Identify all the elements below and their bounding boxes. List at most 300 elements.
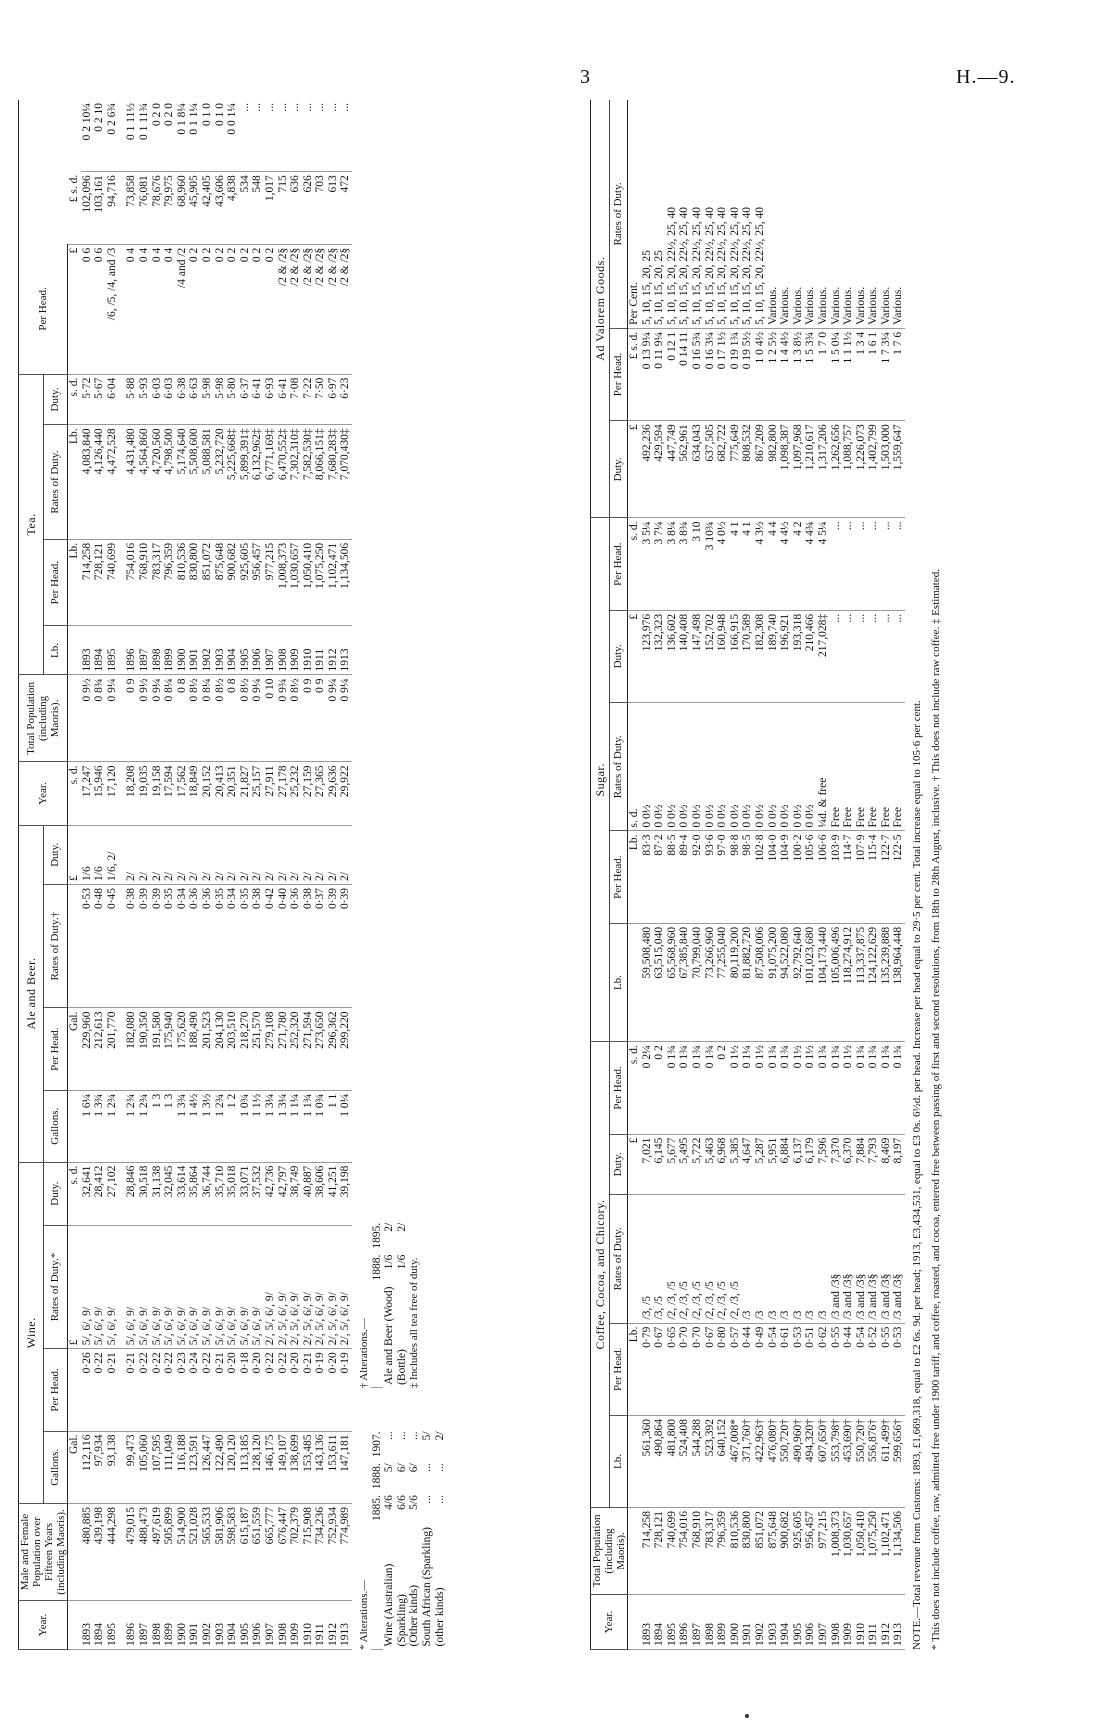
wine-alterations — [358, 1428, 446, 1650]
table-cell: 472 — [339, 172, 352, 244]
table-cell: 0·20 — [251, 1349, 264, 1431]
alterations-cell: ... — [420, 1463, 433, 1472]
table-cell: 182,080 — [118, 1008, 138, 1090]
group-coffee: Coffee, Cocoa, and Chicory. — [591, 1042, 610, 1508]
table-cell: 0·61 — [779, 1323, 792, 1415]
table-cell: 3 8¼ — [666, 518, 679, 610]
page-number: 3 — [580, 66, 591, 88]
table-cell: 5/, 6/, 9/ — [138, 1225, 151, 1349]
alterations-cell: 5/6 — [408, 1495, 421, 1510]
table-cell: 68,960 — [176, 172, 189, 244]
table-cell: 0 1½ — [729, 1042, 742, 1134]
table-cell: 0 2 — [716, 1042, 729, 1134]
table-row — [118, 100, 138, 1650]
table-cell: Various. — [842, 100, 855, 328]
table-cell: 0·70 — [691, 1323, 704, 1415]
bottom-unit-cell — [628, 1594, 641, 1649]
table-cell: 201,770 — [106, 1008, 119, 1090]
wine-alterations-lines — [371, 1428, 447, 1650]
table-cell: 27,178 — [277, 762, 290, 825]
bottom-unit-cell: Lb. — [628, 1323, 641, 1415]
table-cell: 153,611 — [327, 1431, 340, 1503]
table-cell: 138,964,448 — [892, 923, 905, 1041]
table-cell: 1 1¾ — [302, 1090, 315, 1162]
table-cell: 17,120 — [106, 762, 119, 825]
table-cell: 5, 10, 15, 20, 25 — [641, 100, 654, 328]
table-cell: 3 10 — [691, 518, 704, 610]
table-cell: 1 2¾ — [118, 1090, 138, 1162]
table-cell: 73,858 — [118, 172, 138, 244]
table-cell: 43,606 — [214, 172, 227, 244]
table-cell: 2/ — [214, 825, 227, 884]
table-cell: 5, 10, 15, 20, 22½, 25, 40 — [704, 100, 717, 328]
table-cell: 810,536 — [729, 1507, 742, 1594]
table-cell: 0 2 — [264, 244, 277, 374]
col-tea-duty: Duty. — [43, 374, 68, 425]
table-cell: 521,028 — [188, 1504, 201, 1601]
table-cell: 1/6, 2/ — [106, 825, 119, 884]
top-unit-cell: Lb. — [68, 425, 81, 540]
table-cell: 88·5 — [666, 831, 679, 923]
table-cell: 20,351 — [226, 762, 239, 825]
table-row — [892, 100, 905, 1650]
table-cell: 115·4 — [867, 831, 880, 923]
table-row — [314, 100, 327, 1650]
table-cell: 0 1¾ — [830, 1042, 843, 1134]
table-row — [264, 100, 277, 1650]
table-row — [289, 100, 302, 1650]
table-cell: 1,050,410 — [855, 1507, 868, 1594]
table-cell: 6·04 — [106, 374, 119, 425]
table-cell: ... — [855, 518, 868, 610]
table-cell: 1897 — [138, 626, 151, 675]
table-cell: /2 & /2§ — [314, 244, 327, 374]
alterations-cell: 2/ — [395, 1222, 408, 1232]
table-cell: 67,385,840 — [678, 923, 691, 1041]
table-cell: 29,922 — [339, 762, 352, 825]
table-cell: ... — [880, 518, 893, 610]
alterations-year: 1888. — [370, 1254, 383, 1281]
table-cell: 544,288 — [691, 1416, 704, 1508]
top-units-row — [68, 100, 81, 1650]
table-cell: 4,720,560 — [151, 425, 164, 540]
table-cell: 4,838 — [226, 172, 239, 244]
table-row — [176, 100, 189, 1650]
table-cell: 0 8½ — [188, 675, 201, 762]
table-cell: 6,137 — [792, 1134, 805, 1194]
alterations-cell: ... — [433, 1495, 446, 1504]
table-cell: 0 1½ — [842, 1042, 855, 1134]
alterations-cell: Wine (Australian) — [383, 1563, 396, 1647]
col-tea-per-head-money: Per Head. — [19, 244, 68, 374]
table-cell: 105,060 — [138, 1431, 151, 1503]
col-wine-duty: Duty. — [43, 1162, 68, 1225]
table-cell: 1897 — [138, 1601, 151, 1650]
table-cell: 0·22 — [277, 1349, 290, 1431]
table-cell: 0 0½ — [729, 702, 742, 831]
table-cell: 27,159 — [302, 762, 315, 825]
bottom-notes — [911, 100, 943, 1650]
table-cell: 8,197 — [892, 1134, 905, 1194]
col-sugar-duty: Duty. — [609, 610, 628, 702]
table-cell: 5/, 6/, 9/ — [226, 1225, 239, 1349]
table-cell: 1 7 3¼ — [880, 328, 893, 420]
table-cell: 0 16 3¼ — [704, 328, 717, 420]
table-cell: 7,680,283‡ — [327, 425, 340, 540]
table-cell: 5, 10, 15, 20, 22½, 25, 40 — [741, 100, 754, 328]
table-cell: 135,239,888 — [880, 923, 893, 1041]
table-cell: 0 2 — [214, 244, 227, 374]
table-cell: 1 1¼ — [289, 1090, 302, 1162]
table-cell: 0·67 — [653, 1323, 666, 1415]
table-cell: 1895 — [106, 1601, 119, 1650]
table-row — [842, 100, 855, 1650]
col-population-over-fifteen: Male and Female Population over Fifteen Years (including Maoris). — [19, 1504, 68, 1601]
table-cell: 29,636 — [327, 762, 340, 825]
table-cell: 6·63 — [188, 374, 201, 425]
table-cell: 429,594 — [653, 421, 666, 518]
table-cell: 7,884 — [855, 1134, 868, 1194]
table-cell: 1906 — [251, 1601, 264, 1650]
table-cell: 4,472,528 — [106, 425, 119, 540]
table-cell: ... — [339, 100, 352, 172]
table-cell: 4,431,480 — [118, 425, 138, 540]
table-cell: /4 and /2 — [176, 244, 189, 374]
table-cell: 1,226,073 — [855, 421, 868, 518]
table-cell: 2/ — [314, 825, 327, 884]
table-cell: 0·48 — [93, 884, 106, 1008]
table-cell: 5/, 6/, 9/ — [118, 1225, 138, 1349]
table-cell: ... — [842, 610, 855, 702]
table-cell: 0 0½ — [779, 702, 792, 831]
table-cell: 103·9 — [830, 831, 843, 923]
table-cell: 104·0 — [767, 831, 780, 923]
group-ad-valorem: Ad Valorem Goods. — [591, 100, 610, 518]
table-cell: 1905 — [239, 1601, 252, 1650]
table-cell: /3 and /3§ — [855, 1194, 868, 1323]
table-cell: 1893 — [81, 1601, 94, 1650]
table-cell: 1 5 0¼ — [830, 328, 843, 420]
table-cell: /3, /5 — [641, 1194, 654, 1323]
table-cell: 0 2 10¼ — [81, 100, 94, 172]
table-cell: ... — [867, 610, 880, 702]
table-cell: 0·18 — [239, 1349, 252, 1431]
table-cell: 550,720† — [855, 1416, 868, 1508]
table-row — [226, 100, 239, 1650]
table-cell: 1901 — [188, 626, 201, 675]
table-cell: 0 1¾ — [678, 1042, 691, 1134]
table-cell: 1895 — [106, 626, 119, 675]
document-code: H.—9. — [956, 66, 1016, 88]
table-cell: 0 8¼ — [201, 675, 214, 762]
table-cell: 0·65 — [666, 1323, 679, 1415]
table-cell: 637,505 — [704, 421, 717, 518]
table-cell: 875,648 — [767, 1507, 780, 1594]
table-cell: 523,392 — [704, 1416, 717, 1508]
table-cell: 143,136 — [314, 1431, 327, 1503]
table-row — [302, 100, 315, 1650]
table-row — [653, 100, 666, 1650]
table-cell: 0 9½ — [81, 675, 94, 762]
table-cell: 5/, 6/, 9/ — [239, 1225, 252, 1349]
table-cell: /2 & /2§ — [289, 244, 302, 374]
table-cell: 1,262,656 — [830, 421, 843, 518]
table-cell: 5, 10, 15, 20, 22½, 25, 40 — [716, 100, 729, 328]
table-cell: ... — [842, 518, 855, 610]
col-sugar-lb: Lb. — [609, 923, 628, 1041]
table-cell: /2 & /2§ — [327, 244, 340, 374]
table-cell: 1,134,506 — [339, 539, 352, 626]
top-unit-cell: £ — [68, 1225, 81, 1349]
table-row — [704, 100, 717, 1650]
table-cell: 0·80 — [716, 1323, 729, 1415]
table-cell: 1,503,000 — [880, 421, 893, 518]
table-cell: 768,910 — [138, 539, 151, 626]
table-cell: 0 0½ — [641, 702, 654, 831]
table-cell: 7·22 — [302, 374, 315, 425]
table-cell: 0·39 — [339, 884, 352, 1008]
top-unit-cell: Lb. — [68, 539, 81, 626]
table-cell: 796,359 — [163, 539, 176, 626]
table-cell: 925,605 — [239, 539, 252, 626]
table-cell: 0·19 — [314, 1349, 327, 1431]
table-cell: 138,699 — [289, 1431, 302, 1503]
table-cell: 0·34 — [226, 884, 239, 1008]
table-cell: 113,185 — [239, 1431, 252, 1503]
table-cell: 98·5 — [741, 831, 754, 923]
table-cell: 562,961 — [678, 421, 691, 518]
table-cell: 73,266,960 — [704, 923, 717, 1041]
table-cell: 229,960 — [81, 1008, 94, 1090]
table-cell: 2/ — [138, 825, 151, 884]
table-cell: 87,508,006 — [754, 923, 767, 1041]
table-cell: 1908 — [277, 626, 290, 675]
table-row — [867, 100, 880, 1650]
col-coffee-rates: Rates of Duty. — [609, 1194, 628, 1323]
table-cell: ... — [277, 100, 290, 172]
table-cell: 682,722 — [716, 421, 729, 518]
table-cell: 550,720† — [779, 1416, 792, 1508]
table-cell: 279,108 — [264, 1008, 277, 1090]
col-adval-per-head: Per Head. — [609, 328, 628, 420]
table-cell: 136,602 — [666, 610, 679, 702]
table-cell: 94,716 — [106, 172, 119, 244]
table-cell: 0·44 — [741, 1323, 754, 1415]
table-cell: 1912 — [327, 626, 340, 675]
table-cell: 556,876† — [867, 1416, 880, 1508]
table-cell: 0 1¾ — [855, 1042, 868, 1134]
bottom-unit-cell: s. d. — [628, 1042, 641, 1134]
table-cell: 120,120 — [226, 1431, 239, 1503]
table-cell: 615,187 — [239, 1504, 252, 1601]
table-cell: 0·22 — [93, 1349, 106, 1431]
table-cell: 5·93 — [138, 374, 151, 425]
table-cell: 65,568,960 — [666, 923, 679, 1041]
table-cell: 5/, 6/, 9/ — [214, 1225, 227, 1349]
table-cell: 122·5 — [892, 831, 905, 923]
table-cell: 0 2 0 — [163, 100, 176, 172]
table-cell: 41,251 — [327, 1162, 340, 1225]
col-coffee-per-head: Per Head. — [609, 1323, 628, 1415]
group-wine: Wine. — [19, 1162, 44, 1503]
table-cell: Various. — [830, 100, 843, 328]
table-cell: 7,021 — [641, 1134, 654, 1194]
table-cell: 1913 — [892, 1594, 905, 1649]
table-cell: 101,023,680 — [804, 923, 817, 1041]
table-cell: 147,181 — [339, 1431, 352, 1503]
table-cell: 715 — [277, 172, 290, 244]
table-cell: 4 1 — [741, 518, 754, 610]
table-cell: 100·2 — [792, 831, 805, 923]
table-cell: 273,650 — [314, 1008, 327, 1090]
table-cell: 0 2 — [239, 244, 252, 374]
table-cell: 0·22 — [264, 1349, 277, 1431]
table-cell: 0 0½ — [678, 702, 691, 831]
table-cell: 4 4 — [767, 518, 780, 610]
table-cell: 0·21 — [214, 1349, 227, 1431]
alterations-cell: 6/ — [395, 1463, 408, 1473]
table-cell: 925,605 — [792, 1507, 805, 1594]
table-row — [804, 100, 817, 1650]
table-cell: 0 2 6¾ — [106, 100, 119, 172]
table-cell: 188,490 — [188, 1008, 201, 1090]
table-cell: 1894 — [93, 1601, 106, 1650]
table-cell: 0·54 — [767, 1323, 780, 1415]
table-cell: 490,864 — [653, 1416, 666, 1508]
table-cell: 25,157 — [251, 762, 264, 825]
table-cell: 640,152 — [716, 1416, 729, 1508]
table-cell: 665,777 — [264, 1504, 277, 1601]
table-cell: 494,320† — [804, 1416, 817, 1508]
table-cell: /2 & /2§ — [339, 244, 352, 374]
bottom-units-row — [628, 100, 641, 1650]
table-cell: 6·93 — [264, 374, 277, 425]
table-cell: 6·41 — [277, 374, 290, 425]
table-cell: 4,798,500 — [163, 425, 176, 540]
table-cell: 0 4 — [118, 244, 138, 374]
table-cell: 1910 — [302, 1601, 315, 1650]
table-cell: 1894 — [653, 1594, 666, 1649]
table-cell: 1,017 — [264, 172, 277, 244]
table-cell: 1,097,968 — [792, 421, 805, 518]
table-cell: 252,320 — [289, 1008, 302, 1090]
table-cell: 1,102,471 — [327, 539, 340, 626]
table-cell: 59,508,480 — [641, 923, 654, 1041]
table-cell: 754,016 — [118, 539, 138, 626]
table-cell: 479,015 — [118, 1504, 138, 1601]
table-cell: 0 9¼ — [106, 675, 119, 762]
table-cell: 0·57 — [729, 1323, 742, 1415]
table-cell: 0 0½ — [804, 702, 817, 831]
table-cell: 561,360 — [641, 1416, 654, 1508]
table-cell: 218,270 — [239, 1008, 252, 1090]
table-cell: 2/, 5/, 6/, 9/ — [314, 1225, 327, 1349]
table-cell: 0 1 8¼ — [176, 100, 189, 172]
table-cell: ... — [251, 100, 264, 172]
table-cell: 40,887 — [302, 1162, 315, 1225]
table-cell: 0·22 — [138, 1349, 151, 1431]
table-cell: 191,580 — [151, 1008, 164, 1090]
table-cell: ... — [264, 100, 277, 172]
table-cell: 5, 10, 15, 20, 22½, 25, 40 — [754, 100, 767, 328]
table-cell: 0·23 — [176, 1349, 189, 1431]
table-cell: 0 1 1¼ — [188, 100, 201, 172]
table-cell: 4 5¼ — [817, 518, 830, 610]
table-cell: 0 14 11 — [678, 328, 691, 420]
table-cell: 6,145 — [653, 1134, 666, 1194]
table-row — [880, 100, 893, 1650]
table-cell: 38,749 — [289, 1162, 302, 1225]
table-cell: 2/ — [163, 825, 176, 884]
table-cell: 5/, 6/, 9/ — [201, 1225, 214, 1349]
table-cell: 17,594 — [163, 762, 176, 825]
table-cell: 754,016 — [678, 1507, 691, 1594]
table-cell: 271,780 — [277, 1008, 290, 1090]
table-cell: 0 8½ — [214, 675, 227, 762]
top-unit-cell — [68, 675, 81, 762]
col-sugar-rates: Rates of Duty. — [609, 702, 628, 831]
table-cell: 0·53 — [81, 884, 94, 1008]
table-cell: 5·98 — [214, 374, 227, 425]
table-cell: 2/ — [201, 825, 214, 884]
table-cell: 1,317,206 — [817, 421, 830, 518]
table-row — [163, 100, 176, 1650]
page-mark — [745, 1714, 749, 1718]
table-cell: /2 & /2§ — [302, 244, 315, 374]
table-cell: 25,232 — [289, 762, 302, 825]
table-cell: 0 1½ — [804, 1042, 817, 1134]
alterations-cell: 1/6 — [383, 1254, 396, 1270]
table-cell: 728,121 — [653, 1507, 666, 1594]
table-cell: 98·8 — [729, 831, 742, 923]
table-cell: 251,570 — [251, 1008, 264, 1090]
table-cell: 0 9¼ — [327, 675, 340, 762]
table-cell: 977,215 — [817, 1507, 830, 1594]
table-cell: 97,934 — [93, 1431, 106, 1503]
table-cell: 36,744 — [201, 1162, 214, 1225]
table-cell: 3 8¾ — [678, 518, 691, 610]
table-cell: Various. — [867, 100, 880, 328]
alterations-table — [371, 1220, 409, 1389]
table-cell: 0 9 — [314, 675, 327, 762]
table-cell: 1905 — [792, 1594, 805, 1649]
alterations-cell: 6/6 — [395, 1495, 408, 1510]
col-ale-duty: Duty. — [43, 825, 68, 884]
table-cell: 126,447 — [201, 1431, 214, 1503]
table-cell: 18,849 — [188, 762, 201, 825]
table-cell: 146,175 — [264, 1431, 277, 1503]
table-cell: 626 — [302, 172, 315, 244]
alterations-cell: 5/ — [383, 1463, 396, 1473]
table-cell: 6·03 — [151, 374, 164, 425]
table-cell: 5,463 — [704, 1134, 717, 1194]
table-cell: 0 19 1¾ — [729, 328, 742, 420]
alterations-cell: 5/ — [420, 1431, 433, 1441]
bottom-unit-cell: Lb. — [628, 831, 641, 923]
table-cell: 193,318 — [792, 610, 805, 702]
table-cell: 201,523 — [201, 1008, 214, 1090]
table-cell: /3 and /3§ — [880, 1194, 893, 1323]
table-cell: 182,308 — [754, 610, 767, 702]
table-cell: 1908 — [830, 1594, 843, 1649]
table-cell: Free — [867, 702, 880, 831]
table-cell: 1904 — [226, 1601, 239, 1650]
table-cell: 89·4 — [678, 831, 691, 923]
table-cell: 160,948 — [716, 610, 729, 702]
table-row — [729, 100, 742, 1650]
table-cell: 956,457 — [251, 539, 264, 626]
table-row — [93, 100, 106, 1650]
